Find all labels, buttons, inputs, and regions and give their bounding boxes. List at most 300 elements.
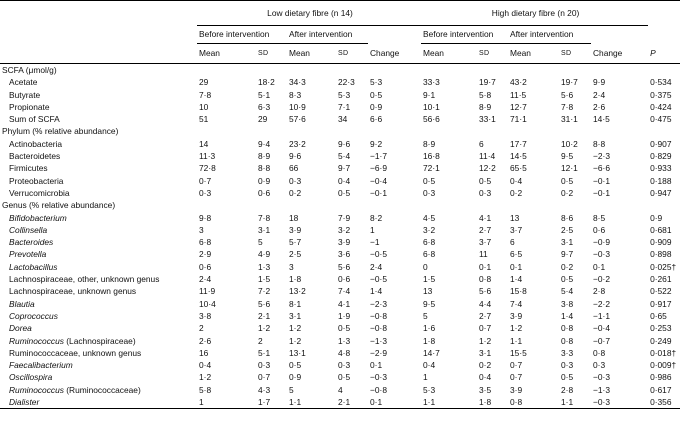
table-cell: 0·5 [561, 175, 574, 186]
table-cell: 18·2 [258, 77, 275, 88]
table-cell: 1·2 [289, 335, 302, 346]
table-cell: −0·4 [370, 175, 387, 186]
table-cell: 0·3 [561, 360, 574, 371]
table-cell: 3·2 [338, 224, 351, 235]
table-cell: 22·3 [338, 77, 355, 88]
table-cell: 5·8 [199, 384, 212, 395]
row-label-name: Butyrate [9, 89, 41, 100]
group-low-header: Low dietary fibre (n 14) [197, 1, 421, 26]
table-cell: 2·8 [561, 384, 574, 395]
table-cell: 7·8 [199, 89, 212, 100]
table-cell: 5·6 [338, 261, 351, 272]
table-cell: 0·5 [561, 372, 574, 383]
table-cell: 11·9 [199, 286, 216, 297]
row-label-name: Bacteroidetes [9, 151, 61, 162]
table-row [0, 89, 680, 101]
row-label-name: Blautia [9, 298, 35, 309]
table-cell: 34 [338, 114, 348, 125]
table-row [0, 359, 680, 371]
table-cell: 1·1 [287, 396, 336, 409]
table-cell: 6·3 [258, 101, 271, 112]
table-cell: 9·7 [561, 249, 574, 260]
table-cell: 0·8 [508, 396, 559, 409]
table-cell: −1·7 [370, 151, 387, 162]
table-cell: 43·2 [510, 77, 527, 88]
table-cell: 2·5 [561, 224, 574, 235]
table-cell: 19·7 [561, 77, 578, 88]
table-row [0, 310, 680, 322]
table-row [0, 138, 680, 150]
high-after-header: After intervention [508, 26, 591, 44]
table-cell: 8·8 [593, 138, 606, 149]
row-label [0, 175, 197, 187]
group-high-header: High dietary fibre (n 20) [421, 1, 648, 26]
row-label [0, 162, 197, 174]
table-cell: 2·5 [289, 249, 302, 260]
table-cell: 16·8 [423, 151, 440, 162]
table-cell: 9·5 [561, 151, 574, 162]
table-cell: 0·909 [650, 237, 672, 248]
table-cell: −0·8 [370, 323, 387, 334]
table-cell: 1·6 [423, 323, 436, 334]
table-cell: 3·1 [258, 224, 271, 235]
table-cell: 10·9 [289, 101, 306, 112]
table-cell: 0·8 [561, 335, 574, 346]
row-label-name: Ruminococcus [9, 335, 64, 346]
table-cell: 23·2 [289, 138, 306, 149]
table-cell: 33·3 [423, 77, 440, 88]
table-cell: 0·475 [650, 114, 672, 125]
table-cell: 15·5 [510, 347, 527, 358]
table-cell: 3·9 [289, 224, 302, 235]
table-cell: 7·8 [561, 101, 574, 112]
table-cell: 7·8 [258, 212, 271, 223]
table-cell: 9·2 [370, 138, 383, 149]
col-sd: SD [256, 44, 287, 64]
table-body [0, 64, 680, 409]
row-label-name: Dialister [9, 397, 40, 408]
table-cell: 51 [199, 114, 209, 125]
table-cell: 1·1 [421, 396, 477, 409]
col-mean: Mean [287, 44, 336, 64]
row-label-name: Proteobacteria [9, 175, 64, 186]
table-cell: −2·3 [593, 151, 610, 162]
section-header-row [0, 125, 680, 137]
table-cell: 1·8 [423, 335, 436, 346]
table-cell: 7·1 [338, 101, 351, 112]
table-cell: 4·8 [338, 347, 351, 358]
table-cell: 0·9 [370, 101, 383, 112]
table-cell: 6·5 [510, 249, 523, 260]
table-cell: 5·4 [561, 286, 574, 297]
table-cell: 6 [510, 237, 515, 248]
table-cell: 0·1 [368, 396, 421, 409]
table-cell: 0·2 [510, 187, 523, 198]
table-cell: 66 [289, 163, 299, 174]
table-cell: 4·5 [423, 212, 436, 223]
row-label [0, 347, 197, 359]
section-title: Genus (% relative abundance) [2, 200, 116, 211]
table-cell: 11 [479, 249, 488, 260]
table-cell: 0·522 [650, 286, 672, 297]
table-cell: 4·1 [338, 298, 351, 309]
table-cell: 3·3 [561, 347, 574, 358]
table-row [0, 150, 680, 162]
table-cell: 0·5 [561, 274, 574, 285]
table-cell: 2·6 [199, 335, 212, 346]
table-cell: 14·5 [593, 114, 610, 125]
table-cell: −6·9 [370, 163, 387, 174]
row-label [0, 101, 197, 113]
table-cell: 1·3 [258, 261, 271, 272]
table-cell: 1·1 [510, 335, 523, 346]
table-cell: 8·9 [258, 151, 271, 162]
row-label [0, 322, 197, 334]
table-cell: 1·1 [559, 396, 591, 409]
section-header-row [0, 199, 680, 211]
table-cell: 0·829 [650, 151, 672, 162]
col-sd: SD [336, 44, 368, 64]
table-cell: 6·6 [370, 114, 383, 125]
table-cell: −0·8 [370, 384, 387, 395]
table-cell: −1·3 [593, 384, 610, 395]
col-p: P [648, 44, 680, 64]
table-cell: 0·1 [510, 261, 523, 272]
table-cell: 2·7 [479, 224, 492, 235]
table-cell: 12·2 [479, 163, 496, 174]
table-row [0, 76, 680, 88]
table-cell: 0·424 [650, 101, 672, 112]
table-cell: 0·188 [650, 175, 672, 186]
table-cell: 0·2 [289, 187, 302, 198]
table-cell: 0·249 [650, 335, 672, 346]
row-label-suffix: (Ruminococcaceae) [63, 384, 141, 395]
table-cell: 13 [423, 286, 433, 297]
table-cell: 0·3 [199, 187, 212, 198]
table-cell: 3·1 [561, 237, 574, 248]
table-cell: −0·2 [593, 274, 610, 285]
table-cell: −1·1 [593, 310, 610, 321]
table-cell: 0·4 [423, 360, 436, 371]
table-cell: 3 [199, 224, 204, 235]
table-cell: 1·8 [289, 274, 302, 285]
row-label [0, 248, 197, 260]
table-cell: 0·5 [370, 89, 383, 100]
table-cell: 29 [199, 77, 209, 88]
row-label [0, 298, 197, 310]
row-label [0, 76, 197, 88]
table-cell: 0·617 [650, 384, 672, 395]
table-cell: 4 [338, 384, 343, 395]
table-cell: 3·8 [199, 310, 212, 321]
row-label [0, 285, 197, 297]
table-cell: −6·6 [593, 163, 610, 174]
section-title: Phylum (% relative abundance) [2, 126, 119, 137]
table-row [0, 322, 680, 334]
table-cell: 8·3 [289, 89, 302, 100]
table-cell: 0·3 [289, 175, 302, 186]
table-cell: 8·8 [258, 163, 271, 174]
table-cell: 5 [258, 237, 263, 248]
row-label-name: Lachnospiraceae, other, unknown genus [9, 274, 160, 285]
table-cell: 0·6 [593, 224, 606, 235]
table-cell: −2·9 [370, 347, 387, 358]
table-cell: 0·3 [338, 360, 351, 371]
table-cell: 0·6 [338, 274, 351, 285]
row-label-name: Ruminococcus [9, 384, 64, 395]
table-cell: 0·3 [423, 187, 436, 198]
table-cell: 10·4 [199, 298, 216, 309]
table-row [0, 335, 680, 347]
table-row [0, 261, 680, 273]
table-cell: 5·6 [479, 286, 492, 297]
table-cell: 5·6 [258, 298, 271, 309]
table-cell: 0·7 [258, 372, 271, 383]
table-cell: 8·9 [423, 138, 436, 149]
table-cell: 3·2 [423, 224, 436, 235]
table-cell: 0·7 [479, 323, 492, 334]
table-row [0, 298, 680, 310]
table-row [0, 224, 680, 236]
table-cell: 1·2 [479, 335, 492, 346]
table-cell: 5 [423, 310, 428, 321]
row-label [0, 396, 197, 409]
table-cell: 0·7 [510, 372, 523, 383]
table-cell: 0·4 [510, 175, 523, 186]
high-before-header: Before intervention [421, 26, 508, 44]
row-label-name: Bacteroides [9, 237, 54, 248]
table-cell: 8·6 [561, 212, 574, 223]
table-row [0, 371, 680, 383]
table-cell: 2·4 [593, 89, 606, 100]
row-label [0, 273, 197, 285]
table-cell: 34·3 [289, 77, 306, 88]
section-header-row [0, 64, 680, 77]
table-cell: 0·4 [338, 175, 351, 186]
table-cell: 14·7 [423, 347, 440, 358]
table-cell: 9·6 [289, 151, 302, 162]
row-label-name: Lachnospiraceae, unknown genus [9, 286, 137, 297]
table-cell: 3·5 [479, 384, 492, 395]
table-cell: 33·1 [479, 114, 496, 125]
table-cell: 3·6 [338, 249, 351, 260]
table-cell: 71·1 [510, 114, 527, 125]
table-cell: 0·986 [650, 372, 672, 383]
table-cell: 0·018† [650, 347, 677, 358]
table-cell: 13·2 [289, 286, 306, 297]
row-label-name: Ruminococcaceae, unknown genus [9, 347, 142, 358]
table-cell: −0·4 [593, 323, 610, 334]
row-label [0, 150, 197, 162]
table-cell: 5·8 [479, 89, 492, 100]
table-cell: 1 [370, 224, 375, 235]
table-cell: 3·9 [338, 237, 351, 248]
table-cell: 57·6 [289, 114, 306, 125]
table-row [0, 384, 680, 396]
table-cell: 56·6 [423, 114, 440, 125]
row-label-name: Faecalibacterium [9, 360, 73, 371]
table-cell: 12·7 [510, 101, 527, 112]
table-cell: 5·6 [561, 89, 574, 100]
group-header-row [0, 1, 680, 26]
col-change: Change [368, 44, 421, 64]
table-cell: 6·8 [423, 237, 436, 248]
table-cell: 3·8 [561, 298, 574, 309]
row-label [0, 113, 197, 125]
col-change: Change [591, 44, 648, 64]
table-cell: 5·1 [258, 347, 271, 358]
table-cell: 13 [510, 212, 520, 223]
table-cell: 0·9 [289, 372, 302, 383]
row-label-name: Actinobacteria [9, 138, 63, 149]
table-cell: 0·681 [650, 224, 672, 235]
table-cell: 9·4 [258, 138, 271, 149]
table-cell: 12·1 [561, 163, 578, 174]
row-label-name: Acetate [9, 77, 38, 88]
table-cell: 5·3 [370, 77, 383, 88]
table-cell: 0·4 [199, 360, 212, 371]
table-cell: 0·907 [650, 138, 672, 149]
table-cell: −0·3 [591, 396, 648, 409]
table-cell: 2 [258, 335, 263, 346]
table-cell: 2·1 [336, 396, 368, 409]
table-cell: 1·4 [370, 286, 383, 297]
row-label-name: Lactobacillus [9, 261, 58, 272]
table-cell: 0·025† [650, 261, 677, 272]
row-label [0, 236, 197, 248]
row-label [0, 261, 197, 273]
table-cell: 0·3 [479, 187, 492, 198]
table-cell: 2·8 [593, 286, 606, 297]
table-cell: −0·3 [370, 372, 387, 383]
row-label [0, 384, 197, 396]
table-cell: −0·5 [370, 274, 387, 285]
table-cell: 14·5 [510, 151, 527, 162]
table-cell: 13·1 [289, 347, 306, 358]
table-cell: 0·6 [258, 187, 271, 198]
col-sd: SD [477, 44, 508, 64]
table-cell: 5·1 [258, 89, 271, 100]
row-label-name: Prevotella [9, 249, 47, 260]
table-cell: 65·5 [510, 163, 527, 174]
table-cell: 9·7 [338, 163, 351, 174]
row-label [0, 310, 197, 322]
table-row [0, 162, 680, 174]
table-cell: −0·3 [593, 372, 610, 383]
table-cell: −1 [370, 237, 380, 248]
table-cell: 4·1 [479, 212, 492, 223]
table-row [0, 396, 680, 409]
table-cell: 4·3 [258, 384, 271, 395]
table-cell: 2·1 [258, 310, 271, 321]
table-cell: 2·4 [199, 274, 212, 285]
table-cell: 2·4 [370, 261, 383, 272]
table-cell: −0·1 [593, 175, 610, 186]
table-cell: 0·356 [648, 396, 680, 409]
row-label [0, 212, 197, 224]
table-cell: 0·7 [199, 175, 212, 186]
table-cell: 9·8 [199, 212, 212, 223]
table-cell: 0·2 [561, 187, 574, 198]
row-label [0, 335, 197, 347]
table-cell: 5·4 [338, 151, 351, 162]
table-cell: 31·1 [561, 114, 578, 125]
row-label-name: Bifidobacterium [9, 212, 67, 223]
table-cell: 9·6 [338, 138, 351, 149]
table-cell: 1·4 [561, 310, 574, 321]
table-cell: 7·4 [510, 298, 523, 309]
table-cell: 2·7 [479, 310, 492, 321]
table-cell: 1·9 [338, 310, 351, 321]
table-cell: 0·9 [650, 212, 663, 223]
table-cell: 2·9 [199, 249, 212, 260]
row-label [0, 359, 197, 371]
table-cell: 0·5 [423, 175, 436, 186]
table-row [0, 101, 680, 113]
col-mean: Mean [508, 44, 559, 64]
table-cell: 0·8 [479, 274, 492, 285]
table-cell: 0·534 [650, 77, 672, 88]
period-header-row [0, 26, 680, 44]
row-label [0, 138, 197, 150]
table-cell: 0·5 [338, 187, 351, 198]
table-cell: 0·3 [258, 360, 271, 371]
table-cell: 1·5 [423, 274, 436, 285]
table-row [0, 347, 680, 359]
table-cell: 0·8 [593, 347, 606, 358]
table-cell: 10·2 [561, 138, 578, 149]
table-cell: 3·7 [479, 237, 492, 248]
table-cell: 0·261 [650, 274, 672, 285]
table-cell: 9·1 [423, 89, 436, 100]
table-cell: 7·2 [258, 286, 271, 297]
table-cell: 1 [423, 372, 428, 383]
row-label-name: Oscillospira [9, 372, 53, 383]
table-cell: 0 [423, 261, 428, 272]
table-row [0, 212, 680, 224]
row-label [0, 187, 197, 199]
table-cell: 1·5 [258, 274, 271, 285]
table-cell: 3·7 [510, 224, 523, 235]
table-row [0, 187, 680, 199]
table-cell: 10 [199, 101, 209, 112]
table-cell: 0·933 [650, 163, 672, 174]
table-cell: 3 [289, 261, 294, 272]
table-cell: 6·8 [199, 237, 212, 248]
table-cell: 5·3 [338, 89, 351, 100]
table-row [0, 273, 680, 285]
table-cell: −0·1 [593, 187, 610, 198]
table-row [0, 113, 680, 125]
table-cell: −0·3 [593, 249, 610, 260]
table-cell: 2 [199, 323, 204, 334]
row-label-name: Dorea [9, 323, 32, 334]
table-cell: 0·2 [561, 261, 574, 272]
row-label-name: Sum of SCFA [9, 114, 60, 125]
table-cell: 0·375 [650, 89, 672, 100]
table-cell: 0·253 [650, 323, 672, 334]
table-cell: 1·2 [258, 323, 271, 334]
column-label-row [0, 44, 680, 64]
col-mean: Mean [421, 44, 477, 64]
row-label-name: Collinsella [9, 224, 48, 235]
table-cell: 0·5 [338, 323, 351, 334]
table-cell: −0·7 [593, 335, 610, 346]
section-title: SCFA (μmol/g) [2, 65, 57, 75]
table-cell: 0·898 [650, 249, 672, 260]
table-cell: −0·8 [370, 310, 387, 321]
table-cell: 3·9 [510, 310, 523, 321]
